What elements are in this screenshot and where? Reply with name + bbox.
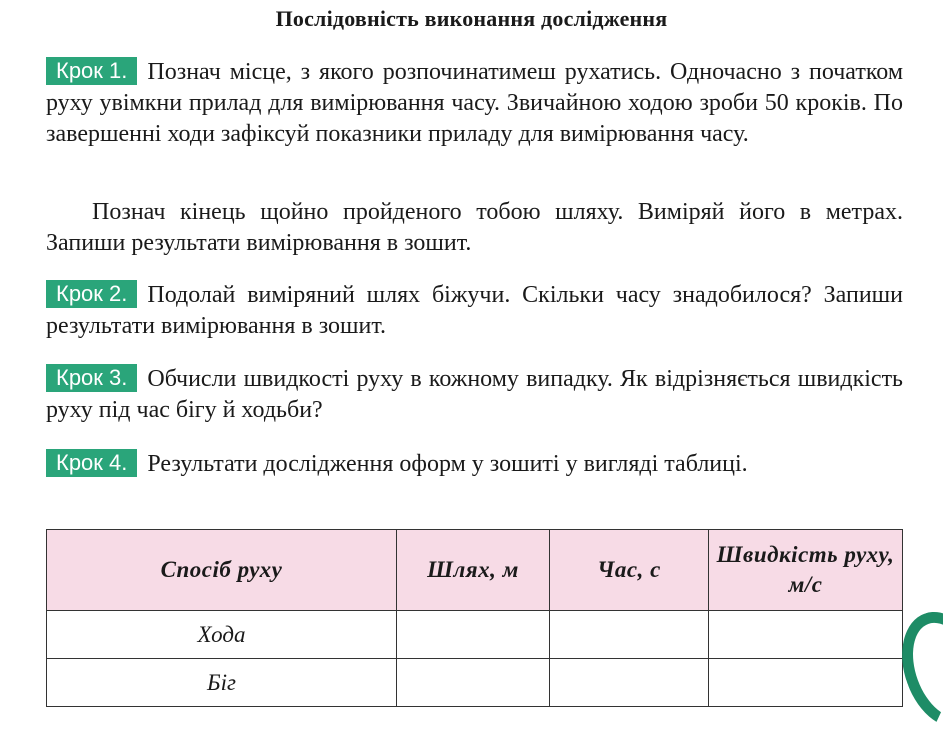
header-distance: Шлях, м: [397, 530, 550, 611]
cell-time: [550, 611, 709, 659]
results-table: [46, 529, 903, 707]
cell-motion: Біг: [47, 659, 397, 707]
step-2-text: Подолай виміряний шлях біжучи. Скільки часу знадобилося? Запиши результати вимірювання в зошит.: [46, 282, 903, 339]
header-motion-method: Спосіб руху: [47, 530, 397, 611]
table-header-row: [47, 530, 903, 611]
cell-speed: [709, 611, 903, 659]
step-3-badge: Крок 3.: [46, 364, 137, 392]
step-1-badge: Крок 1.: [46, 57, 137, 85]
cell-speed: [709, 659, 903, 707]
cell-distance: [397, 659, 550, 707]
table-row: [47, 611, 903, 659]
step-3-text: Обчисли швидкості руху в кожному випадку. Як відрізняється швидкість руху під час бігу й ходьби?: [46, 366, 903, 423]
cell-time: [550, 659, 709, 707]
step-4-text: Результати дослідження оформ у зошиті у вигляді таблиці.: [147, 451, 748, 477]
header-time: Час, с: [550, 530, 709, 611]
step-3-paragraph: [46, 364, 903, 426]
step-4-badge: Крок 4.: [46, 449, 137, 477]
step-1-text: Познач місце, з якого розпочинатимеш рухатись. Одночасно з початком руху увімкни прилад для вимірювання часу. Звичайною ходою зроби 50 кроків. По завершенні ходи зафіксуй показники приладу для вимірювання часу.: [46, 59, 903, 147]
step-1-paragraph: [46, 57, 903, 150]
header-speed: Швидкість руху, м/с: [709, 530, 903, 611]
cell-motion: Хода: [47, 611, 397, 659]
table-row: [47, 659, 903, 707]
step-4-paragraph: [46, 449, 903, 480]
section-title: Послідовність виконання дослідження: [275, 6, 668, 31]
step-1-continuation: Познач кінець щойно пройденого тобою шляху. Виміряй його в метрах. Запиши результати вимірювання в зошит.: [46, 199, 903, 256]
step-2-badge: Крок 2.: [46, 280, 137, 308]
cell-distance: [397, 611, 550, 659]
step-2-paragraph: [46, 280, 903, 342]
